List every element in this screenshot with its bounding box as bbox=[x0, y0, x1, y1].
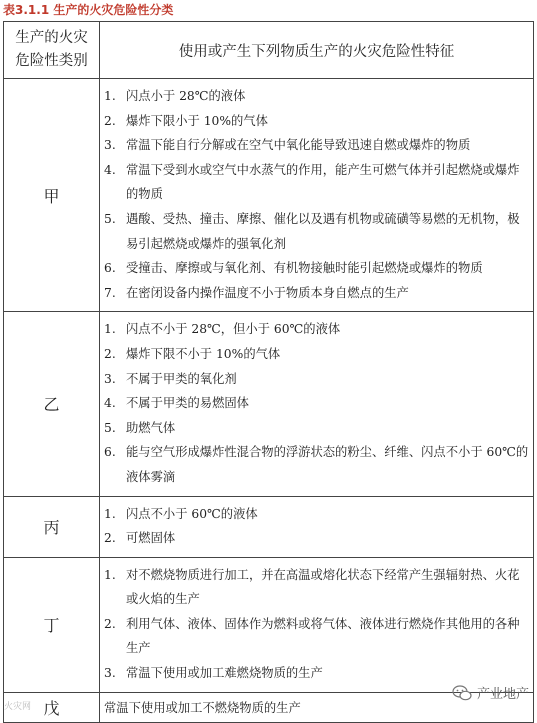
item-number: 7. bbox=[104, 285, 116, 300]
item-text: 利用气体、液体、固体作为燃料或将气体、液体进行燃烧作其他用的各种生产 bbox=[126, 616, 520, 656]
item-text: 可燃固体 bbox=[126, 531, 176, 546]
list-item bbox=[104, 133, 531, 158]
watermark-right bbox=[452, 683, 529, 702]
item-text: 常温下受到水或空气中水蒸气的作用，能产生可燃气体并引起燃烧或爆炸的物质 bbox=[126, 162, 520, 202]
item-text: 助燃气体 bbox=[126, 420, 176, 435]
list-item bbox=[104, 416, 531, 441]
item-text: 爆炸下限小于 10%的气体 bbox=[126, 113, 268, 128]
feature-cell bbox=[100, 312, 534, 496]
list-item bbox=[104, 367, 531, 392]
table-row bbox=[4, 312, 534, 496]
item-number: 6. bbox=[104, 261, 116, 276]
item-text: 爆炸下限不小于 10%的气体 bbox=[126, 346, 281, 361]
table-row bbox=[4, 79, 534, 312]
list-item bbox=[104, 317, 531, 342]
item-number: 3. bbox=[104, 371, 116, 386]
class-cell: 乙 bbox=[4, 312, 100, 496]
list-item bbox=[104, 158, 531, 207]
item-number: 1. bbox=[104, 322, 116, 337]
item-number: 6. bbox=[104, 445, 116, 460]
watermark-right-text: 产业地产 bbox=[476, 687, 529, 702]
list-item bbox=[104, 84, 531, 109]
header-class-line: 危险性类别 bbox=[15, 53, 88, 69]
item-text: 闪点小于 28℃的液体 bbox=[126, 89, 246, 103]
list-item bbox=[104, 563, 531, 612]
list-item bbox=[104, 391, 531, 416]
table-row bbox=[4, 496, 534, 557]
item-number: 4. bbox=[104, 162, 116, 177]
item-number: 2. bbox=[104, 346, 116, 361]
item-number: 3. bbox=[104, 666, 116, 681]
list-item bbox=[104, 612, 531, 661]
table-caption: 表3.1.1 生产的火灾危险性分类 bbox=[3, 3, 174, 17]
class-cell: 丁 bbox=[4, 557, 100, 692]
item-number: 1. bbox=[104, 567, 116, 582]
list-item bbox=[104, 109, 531, 134]
list-item bbox=[104, 526, 531, 551]
item-text: 常温下使用或加工难燃烧物质的生产 bbox=[126, 666, 323, 681]
header-feature-cell: 使用或产生下列物质生产的火灾危险性特征 bbox=[100, 22, 534, 79]
class-cell: 丙 bbox=[4, 496, 100, 557]
item-text: 能与空气形成爆炸性混合物的浮游状态的粉尘、纤维、闪点不小于 60℃的液体雾滴 bbox=[126, 445, 529, 484]
item-number: 1. bbox=[104, 506, 116, 521]
item-text: 遇酸、受热、撞击、摩擦、催化以及遇有机物或硫磺等易燃的无机物，极易引起燃烧或爆炸的强氧化剂 bbox=[126, 211, 520, 251]
item-number: 2. bbox=[104, 616, 116, 631]
item-text: 常温下能自行分解或在空气中氧化能导致迅速自燃或爆炸的物质 bbox=[126, 138, 471, 153]
table-row bbox=[4, 557, 534, 692]
wechat-icon bbox=[452, 685, 472, 701]
item-text: 闪点不小于 60℃的液体 bbox=[126, 506, 258, 521]
item-text: 不属于甲类的氧化剂 bbox=[126, 371, 237, 386]
item-number: 3. bbox=[104, 138, 116, 153]
item-text: 在密闭设备内操作温度不小于物质本身自燃点的生产 bbox=[126, 285, 409, 300]
feature-cell bbox=[100, 496, 534, 557]
table-header-row bbox=[4, 22, 534, 79]
item-number: 1. bbox=[104, 89, 116, 103]
feature-cell bbox=[100, 557, 534, 692]
feature-cell bbox=[100, 79, 534, 312]
item-number: 2. bbox=[104, 113, 116, 128]
list-item bbox=[104, 256, 531, 281]
list-item bbox=[104, 342, 531, 367]
header-class-cell bbox=[4, 22, 100, 79]
list-item bbox=[104, 440, 531, 489]
list-item bbox=[104, 207, 531, 256]
item-text: 对不燃烧物质进行加工，并在高温或熔化状态下经常产生强辐射热、火花或火焰的生产 bbox=[126, 567, 520, 607]
feature-cell: 常温下使用或加工不燃烧物质的生产 bbox=[100, 692, 534, 722]
item-number: 5. bbox=[104, 420, 116, 435]
item-number: 4. bbox=[104, 396, 116, 411]
item-text: 不属于甲类的易燃固体 bbox=[126, 396, 249, 411]
list-item bbox=[104, 281, 531, 306]
item-number: 2. bbox=[104, 531, 116, 546]
list-item bbox=[104, 502, 531, 527]
item-text: 受撞击、摩擦或与氧化剂、有机物接触时能引起燃烧或爆炸的物质 bbox=[126, 261, 483, 276]
item-text: 闪点不小于 28℃，但小于 60℃的液体 bbox=[126, 322, 341, 337]
item-number: 5. bbox=[104, 211, 116, 226]
watermark-left: 火灾网 bbox=[4, 702, 32, 712]
header-class-line: 生产的火灾 bbox=[15, 30, 88, 46]
class-cell: 甲 bbox=[4, 79, 100, 312]
class-cell: 戊 bbox=[4, 692, 100, 722]
fire-hazard-table bbox=[3, 21, 534, 723]
list-item bbox=[104, 661, 531, 686]
